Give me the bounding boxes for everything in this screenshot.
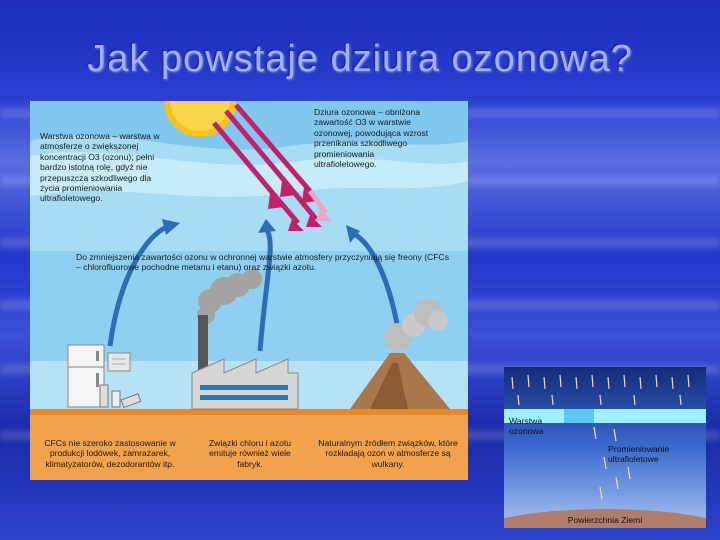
ozone-layer-label: Warstwa ozonowa xyxy=(509,416,544,436)
fridge-icon xyxy=(68,345,104,407)
slide-title: Jak powstaje dziura ozonowa? xyxy=(87,38,633,80)
ozone-diagram xyxy=(30,101,468,480)
air-conditioner-icon xyxy=(108,353,130,371)
cfc-description: CFCs nie szeroko zastosowanie w produkcji lodówek, zamrażarek, klimatyzatorów, dezodorantów itp. xyxy=(44,438,176,469)
chlorine-description: Związki chloru i azotu emituje również wiele fabryk. xyxy=(208,438,292,469)
earth-surface-label: Powierzchnia Ziemi xyxy=(567,515,643,525)
uv-radiation-label: Promieniowanie ultrafioletowe xyxy=(608,444,670,464)
ozone-layer-description: Warstwa ozonowa – warstwa w atmosferze o zwiększonej koncentracji O3 (ozonu); pełni bardzo istotną rolę, gdyż nie przepuszcza szkodliwego dla życia promieniowania ultrafioletowego. xyxy=(40,131,160,204)
volcano-description: Naturalnym źródłem związków, które rozkładają ozon w atmosferze są wulkany. xyxy=(318,438,458,469)
uv-inset-diagram xyxy=(504,367,706,528)
causes-description: Do zmniejszenia zawartości ozonu w ochronnej warstwie atmosfery przyczyniają się freony (CFCs – chlorofluorowe pochodne metanu i etanu) oraz związki azotu. xyxy=(76,252,450,273)
ozone-hole-description: Dziura ozonowa – obniżona zawartość O3 w warstwie ozonowej, powodująca wzrost przenikania szkodliwego promieniowania ultrafioletowego. xyxy=(314,107,429,170)
